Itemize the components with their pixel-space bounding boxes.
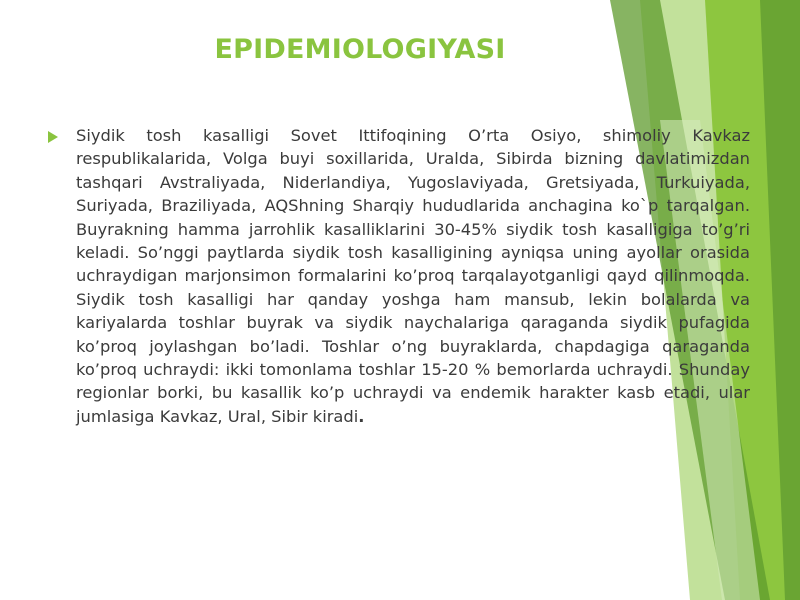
body-paragraph-text: Siydik tosh kasalligi Sovet Ittifoqining O’rta Osiyo, shimoliy Kavkaz respublikalarida, Volga buyi soxillarida, Uralda, Sibirda bizning davlatimizdan tashqari Avstraliyada, Niderlandiya, Yugoslaviyada, Gretsiyada, Turkuiyada, Suriyada, Braziliyada, AQShning Sharqiy hududlarida anchagina ko`p tarqalgan. Buyrakning hamma jarrohlik kasalliklarini 30-45% siydik tosh kasalligiga to’g’ri keladi. So’nggi paytlarda siydik tosh kasalligining ayniqsa uning ayollar orasida uchraydigan marjonsimon formalarini ko’proq tarqalayotganligi qayd qilinmoqda. Siydik tosh kasalligi har qanday yoshga ham mansub, lekin bolalarda va kariyalarda toshlar buyrak va siydik naychalariga qaraganda siydik pufagida ko’proq joylashgan bo’ladi. Toshlar o’ng buyraklarda, chapdagiga qaraganda ko’proq uchraydi: ikki tomonlama toshlar 15-20 % bemorlarda uchraydi. Shunday regionlar borki, bu kasallik ko’p uchraydi va endemik harakter kasb etadi, ular jumlasiga Kavkaz, Ural, Sibir kiradi (76, 126, 750, 426)
slide-title: EPIDEMIOLOGIYASI (214, 34, 506, 65)
paragraph-end-mark: . (358, 406, 365, 426)
body-paragraph (76, 124, 750, 428)
triangle-bullet-icon (48, 131, 58, 143)
